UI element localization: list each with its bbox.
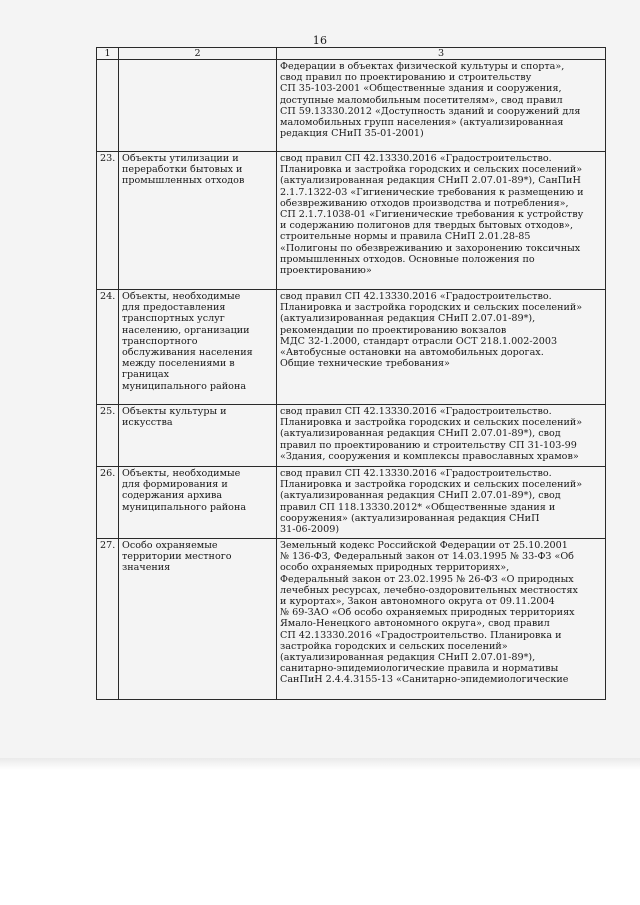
row-number: 23. [97,152,119,290]
norms-cell: Земельный кодекс Российской Федерации от 25.10.2001 № 136-ФЗ, Федеральный закон от 14.03.1995 № 33-ФЗ «Об особо охраняемых природных территориях», Федеральный закон от 23.02.1995 № 26-ФЗ «О природных лечебных ресурсах, лечебно-оздоровительных местностях и курортах», Закон автономного округа от 09.11.2004 № 69-ЗАО «Об особо охраняемых природных территориях Ямало-Ненецкого автономного округа», свод правил СП 42.13330.2016 «Градостроительство. Планировка и застройка городских и сельских поселений» (актуализированная редакция СНиП 2.07.01-89*), санитарно-эпидемиологические правила и нормативы СанПиН 2.4.4.3155-13 «Санитарно-эпидемиологические [277,539,606,700]
row-number: 26. [97,467,119,539]
row-number: 24. [97,290,119,405]
table-row [97,152,606,290]
object-cell: Объекты, необходимые для предоставления транспортных услуг населению, организации транспортного обслуживания населения между поселениями в границах муниципального района [119,290,277,405]
page-edge-shadow [0,758,640,770]
regulations-table [96,47,606,700]
object-cell: Объекты, необходимые для формирования и содержания архива муниципального района [119,467,277,539]
norms-cell: свод правил СП 42.13330.2016 «Градостроительство. Планировка и застройка городских и сельских поселений» (актуализированная редакция СНиП 2.07.01-89*), свод правил СП 118.13330.2012* «Общественные здания и сооружения» (актуализированная редакция СНиП 31-06-2009) [277,467,606,539]
object-cell: Объекты утилизации и переработки бытовых и промышленных отходов [119,152,277,290]
norms-cell: свод правил СП 42.13330.2016 «Градостроительство. Планировка и застройка городских и сельских поселений» (актуализированная редакция СНиП 2.07.01-89*), СанПиН 2.1.7.1322-03 «Гигиенические требования к размещению и обезвреживанию отходов производства и потребления», СП 2.1.7.1038-01 «Гигиенические требования к устройству и содержанию полигонов для твердых бытовых отходов», строительные нормы и правила СНиП 2.01.28-85 «Полигоны по обезвреживанию и захоронению токсичных промышленных отходов. Основные положения по проектированию» [277,152,606,290]
table-row [97,405,606,467]
header-col-3: 3 [277,48,606,60]
header-col-1: 1 [97,48,119,60]
row-number: 25. [97,405,119,467]
table-row [97,467,606,539]
header-col-2: 2 [119,48,277,60]
norms-cell: Федерации в объектах физической культуры и спорта», свод правил по проектированию и строительству СП 35-103-2001 «Общественные здания и сооружения, доступные маломобильным посетителям», свод правил СП 59.13330.2012 «Доступность зданий и сооружений для маломобильных групп населения» (актуализированная редакция СНиП 35-01-2001) [277,60,606,152]
table-row [97,539,606,700]
page-number: 16 [312,34,328,47]
row-number: 27. [97,539,119,700]
object-cell: Объекты культуры и искусства [119,405,277,467]
norms-cell: свод правил СП 42.13330.2016 «Градостроительство. Планировка и застройка городских и сельских поселений» (актуализированная редакция СНиП 2.07.01-89*), рекомендации по проектированию вокзалов МДС 32-1.2000, стандарт отрасли ОСТ 218.1.002-2003 «Автобусные остановки на автомобильных дорогах. Общие технические требования» [277,290,606,405]
table-row [97,60,606,152]
norms-cell: свод правил СП 42.13330.2016 «Градостроительство. Планировка и застройка городских и сельских поселений» (актуализированная редакция СНиП 2.07.01-89*), свод правил по проектированию и строительству СП 31-103-99 «Здания, сооружения и комплексы православных храмов» [277,405,606,467]
table-header-row [97,48,606,60]
object-cell [119,60,277,152]
table-row [97,290,606,405]
object-cell: Особо охраняемые территории местного значения [119,539,277,700]
row-number [97,60,119,152]
